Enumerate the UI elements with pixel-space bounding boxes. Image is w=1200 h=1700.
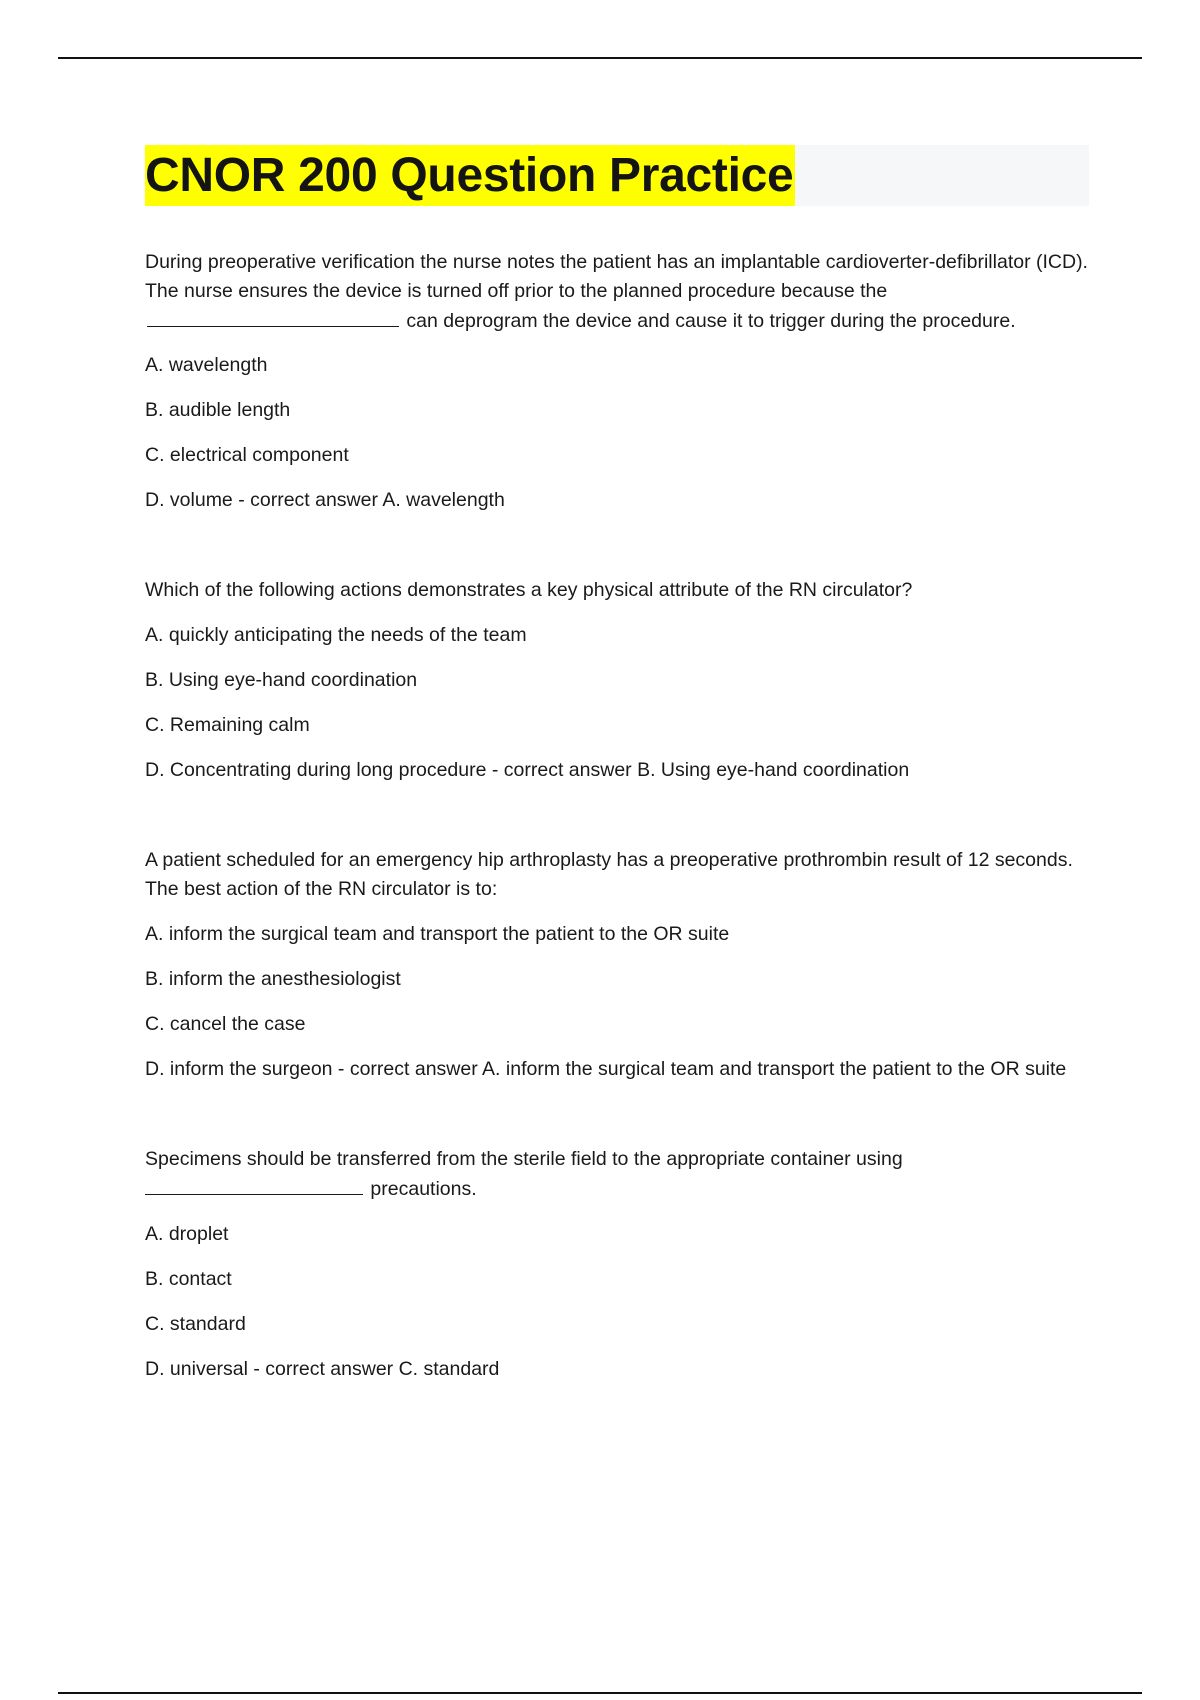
question-1-stem-before: During preoperative verification the nurse notes the patient has an implantable cardioverter-defibrillator (ICD). The nurse ensures the device is turned off prior to the planned procedure because the [145,251,1088,302]
question-1-stem-after: can deprogram the device and cause it to trigger during the procedure. [406,310,1016,332]
question-4-stem [145,1145,1089,1204]
question-3-option-d: D. inform the surgeon - correct answer A. inform the surgical team and transport the patient to the OR suite [145,1058,1067,1080]
question-4-option-b: B. contact [145,1268,232,1290]
question-3-stem: A patient scheduled for an emergency hip arthroplasty has a preoperative prothrombin result of 12 seconds. The best action of the RN circulator is to: [145,849,1073,900]
document-body [145,145,1089,1384]
header-rule [58,57,1142,59]
question-3-option-c: C. cancel the case [145,1013,306,1035]
question-1 [145,248,1089,515]
question-1-option-b: B. audible length [145,399,291,421]
question-2-option-c: C. Remaining calm [145,714,310,736]
question-3-option-b: B. inform the anesthesiologist [145,968,401,990]
question-1-option-a: A. wavelength [145,354,268,376]
question-3-option-a: A. inform the surgical team and transport the patient to the OR suite [145,923,730,945]
title-band [145,145,1089,206]
question-4 [145,1145,1089,1384]
question-1-option-d: D. volume - correct answer A. wavelength [145,489,505,511]
question-4-stem-before: Specimens should be transferred from the sterile field to the appropriate container using [145,1148,903,1170]
question-2-stem: Which of the following actions demonstrates a key physical attribute of the RN circulator? [145,579,913,601]
question-2-option-b: B. Using eye-hand coordination [145,669,418,691]
question-2-option-d: D. Concentrating during long procedure - correct answer B. Using eye-hand coordination [145,759,910,781]
question-4-option-d: D. universal - correct answer C. standard [145,1358,500,1380]
question-1-option-c: C. electrical component [145,444,349,466]
answer-blank [145,1174,363,1195]
question-4-stem-after: precautions. [370,1178,477,1200]
question-3 [145,846,1089,1084]
question-4-option-c: C. standard [145,1313,246,1335]
footer-rule [58,1692,1142,1694]
question-1-stem [145,248,1089,336]
question-4-option-a: A. droplet [145,1223,229,1245]
question-2-option-a: A. quickly anticipating the needs of the team [145,624,527,646]
answer-blank [147,306,399,327]
question-2 [145,576,1089,785]
document-title: CNOR 200 Question Practice [145,145,795,206]
